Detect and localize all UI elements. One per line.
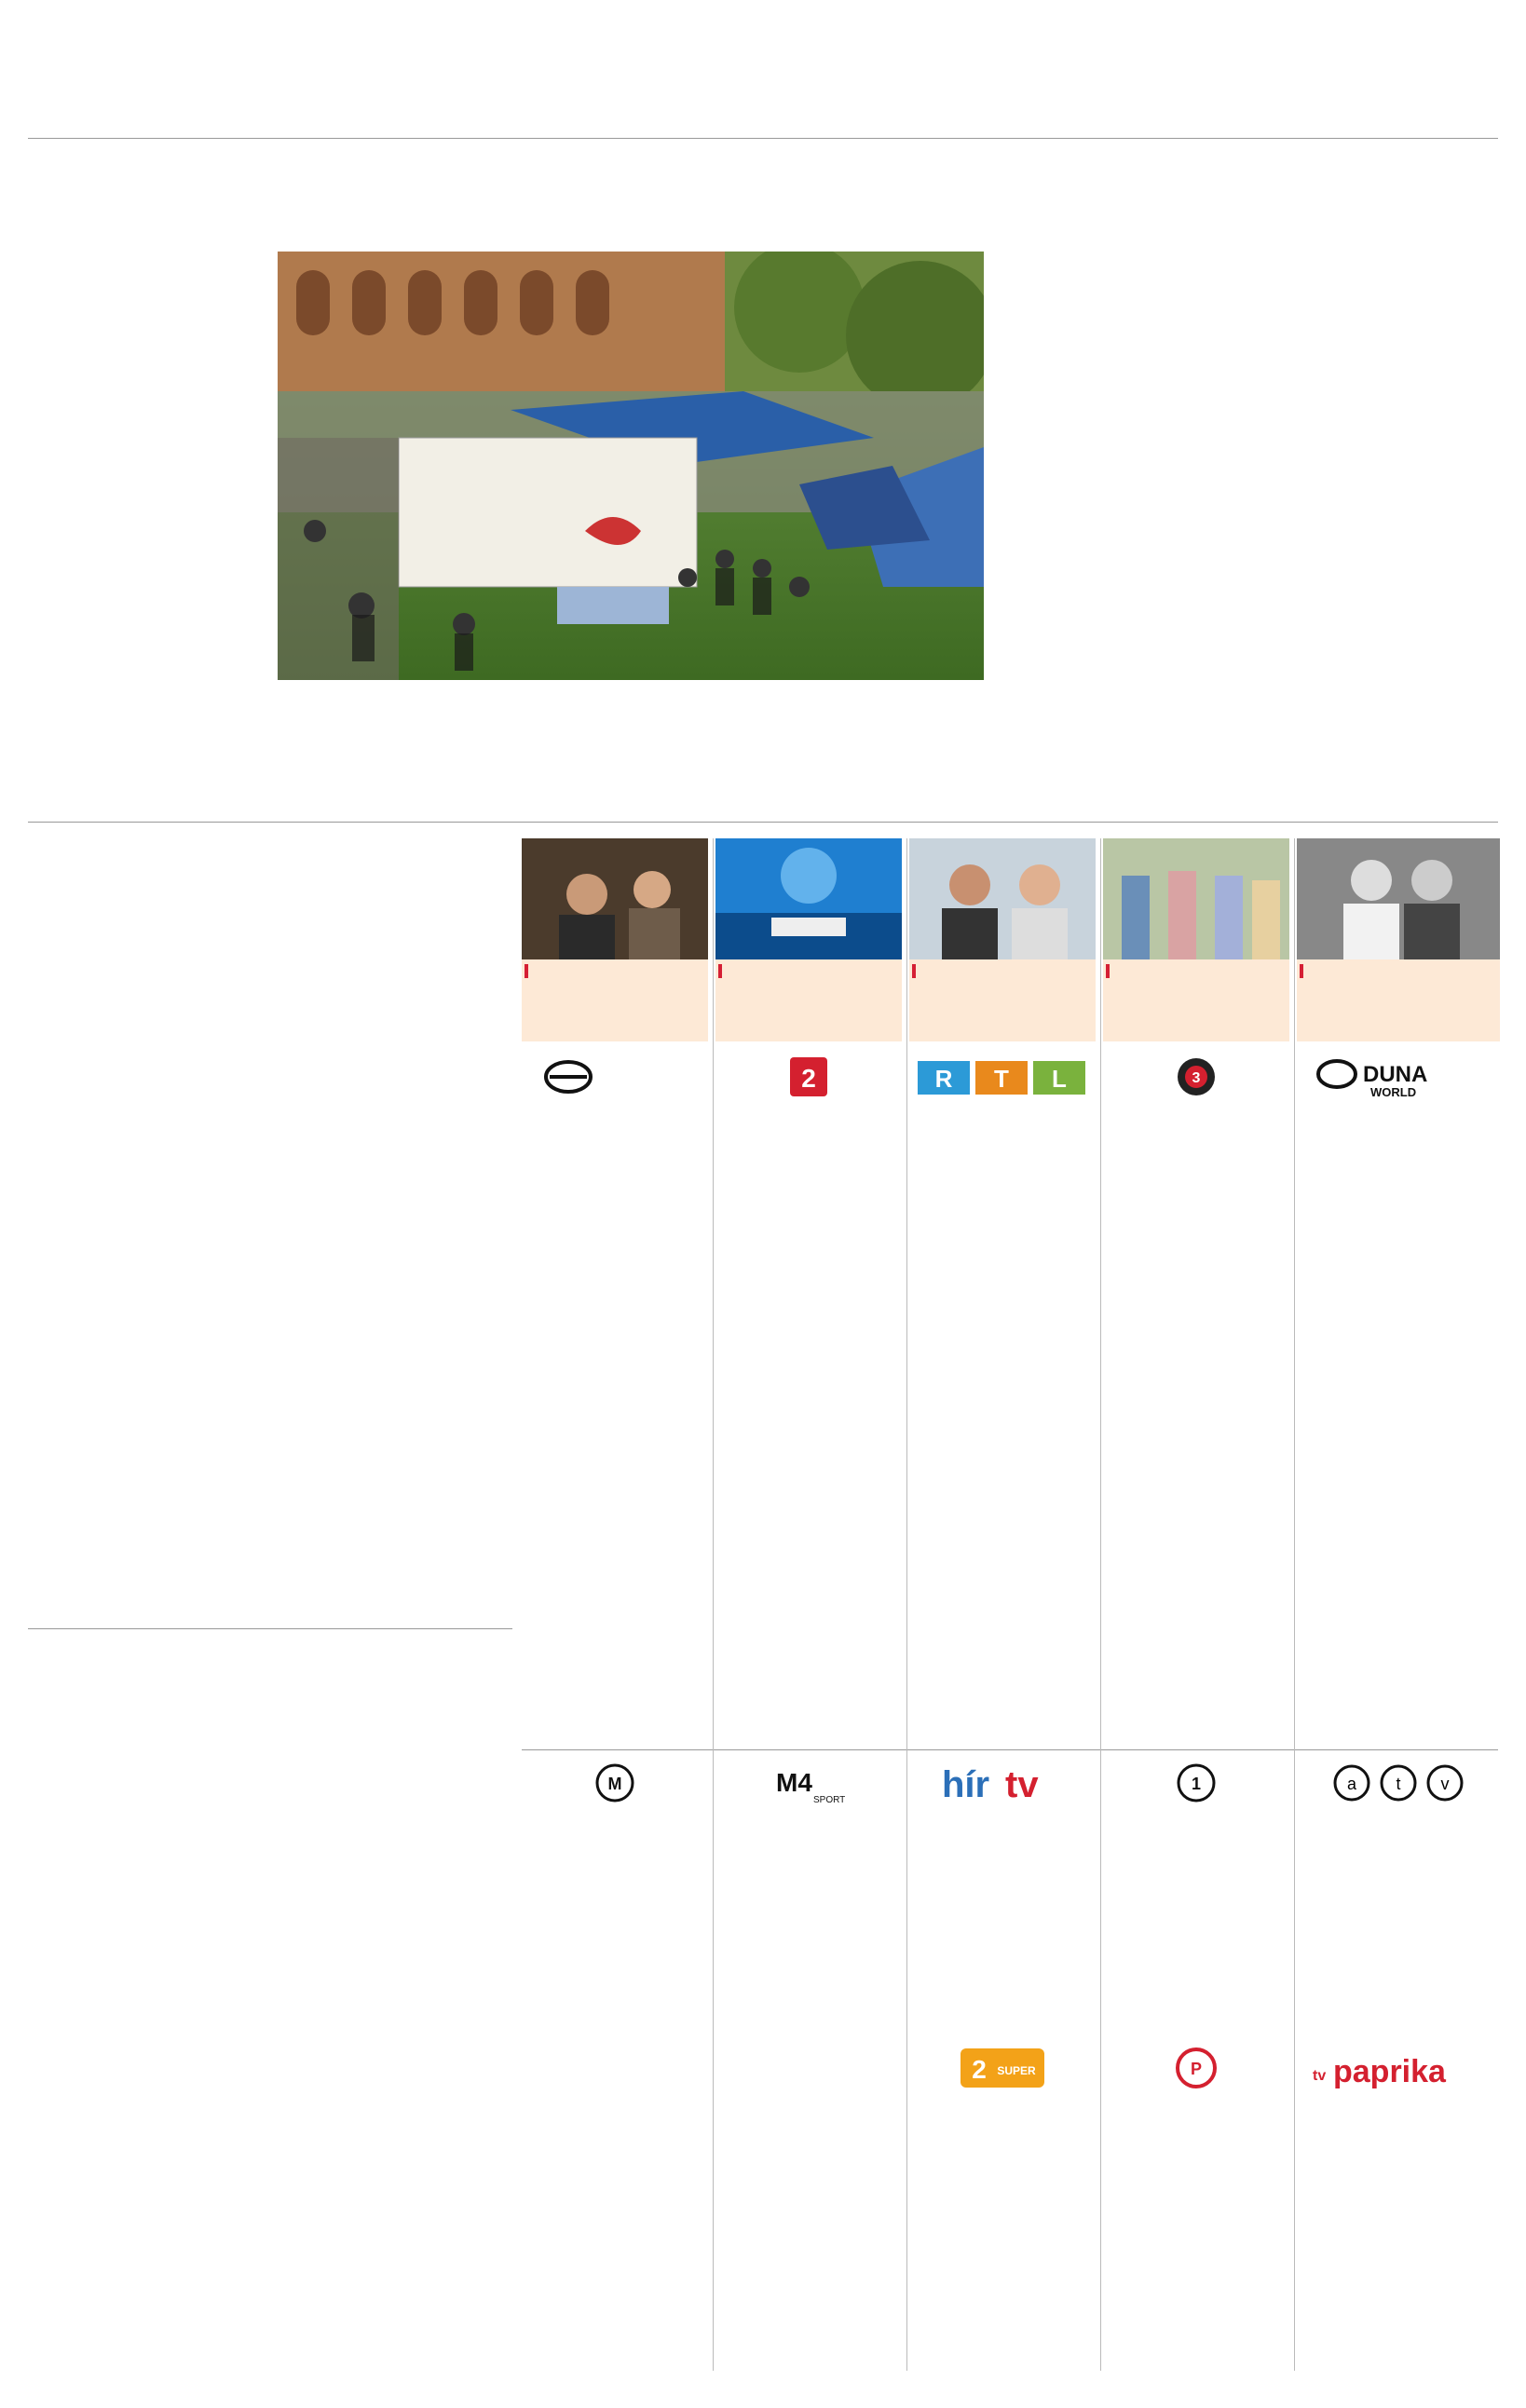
column-divider	[906, 838, 907, 2371]
schedule-tvp	[1109, 2098, 1291, 2377]
promo-dunaworld	[1297, 838, 1500, 1041]
svg-text:tv: tv	[1313, 2068, 1327, 2084]
svg-text:R: R	[934, 1065, 953, 1093]
m5-logo-icon	[587, 1762, 643, 1804]
dunaworld-logo-icon	[1305, 1055, 1492, 1098]
promo-time	[1300, 964, 1303, 978]
promo-image	[715, 838, 902, 959]
channel-logo-paprika	[1297, 2046, 1500, 2090]
channel-logo-rtl	[909, 1054, 1096, 1099]
channel-logo-m5	[522, 1761, 708, 1805]
svg-text:paprika: paprika	[1333, 2054, 1446, 2089]
svg-text:DUNA: DUNA	[1363, 1062, 1428, 1087]
promo-time	[1106, 964, 1110, 978]
svg-text:3: 3	[1192, 1070, 1201, 1086]
svg-text:M: M	[607, 1775, 622, 1793]
svg-text:v: v	[1440, 1775, 1450, 1793]
protest-photo	[278, 252, 984, 680]
svg-text:L: L	[1052, 1065, 1067, 1093]
main-article-col-1	[28, 252, 263, 265]
channel-logo-atv	[1297, 1761, 1500, 1805]
svg-text:P: P	[1190, 2060, 1203, 2078]
channel-logo-tv2	[715, 1054, 902, 1099]
promo-m3	[1103, 838, 1289, 1041]
super-tv2-logo-icon	[951, 2047, 1054, 2089]
schedule-paprika	[1302, 2098, 1500, 2377]
m4-sport-logo-icon	[767, 1762, 851, 1804]
rtl-logo-icon	[914, 1055, 1091, 1098]
promo-time	[525, 964, 528, 978]
hirtv-logo-icon	[933, 1762, 1072, 1804]
svg-text:T: T	[994, 1065, 1009, 1093]
duna-logo-icon	[522, 1055, 708, 1098]
article-2-col-1	[28, 941, 275, 952]
channel-logo-duna	[522, 1054, 708, 1099]
schedule-hirtv	[915, 1816, 1097, 2040]
m1-logo-icon	[1168, 1762, 1224, 1804]
svg-text:t: t	[1396, 1775, 1401, 1793]
svg-text:WORLD: WORLD	[1370, 1085, 1417, 1098]
article-rule	[28, 1628, 512, 1629]
promo-time	[718, 964, 722, 978]
promo-duna	[522, 838, 708, 1041]
header-rule	[28, 138, 1498, 139]
channel-logo-super	[909, 2046, 1096, 2090]
schedule-atv	[1302, 1816, 1500, 2040]
svg-text:2: 2	[972, 2055, 987, 2084]
promo-illustration	[1103, 838, 1289, 959]
section-rule	[28, 822, 1498, 823]
column-divider	[1100, 838, 1101, 2371]
m3-logo-icon	[1175, 1055, 1218, 1098]
column-divider	[1294, 838, 1295, 2371]
svg-text:a: a	[1346, 1775, 1357, 1793]
schedule-m1	[1109, 1816, 1291, 2040]
svg-text:M4: M4	[776, 1768, 812, 1797]
promo-image	[1297, 838, 1500, 959]
svg-text:1: 1	[1191, 1775, 1202, 1793]
schedule-super-tv2	[915, 2098, 1097, 2377]
promo-image	[1103, 838, 1289, 959]
svg-text:2: 2	[801, 1064, 816, 1093]
svg-text:tv: tv	[1005, 1764, 1039, 1804]
paprika-logo-icon	[1305, 2047, 1492, 2089]
schedule-rule	[522, 1749, 1498, 1750]
protest-camp-illustration	[278, 252, 984, 680]
promo-illustration	[1297, 838, 1500, 959]
channel-logo-m1	[1103, 1761, 1289, 1805]
svg-text:SPORT: SPORT	[813, 1795, 846, 1804]
column-divider	[713, 838, 714, 2371]
promo-image	[909, 838, 1096, 959]
promo-time	[912, 964, 916, 978]
promo-tv2	[715, 838, 902, 1041]
svg-text:hír: hír	[942, 1764, 990, 1804]
promo-rtl	[909, 838, 1096, 1041]
svg-text:SUPER: SUPER	[997, 2064, 1036, 2077]
promo-illustration	[715, 838, 902, 959]
promo-image	[522, 838, 708, 959]
article-3-col-1	[28, 1738, 266, 1749]
channel-logo-m4	[715, 1761, 902, 1805]
channel-logo-tvp	[1103, 2046, 1289, 2090]
promo-illustration	[909, 838, 1096, 959]
atv-logo-icon	[1324, 1762, 1473, 1804]
promo-illustration	[522, 838, 708, 959]
channel-logo-dunaworld	[1297, 1054, 1500, 1099]
tv2-logo-icon	[781, 1055, 837, 1098]
tvp-logo-icon	[1168, 2047, 1224, 2089]
channel-logo-m3	[1103, 1054, 1289, 1099]
channel-logo-hirtv	[909, 1761, 1096, 1805]
